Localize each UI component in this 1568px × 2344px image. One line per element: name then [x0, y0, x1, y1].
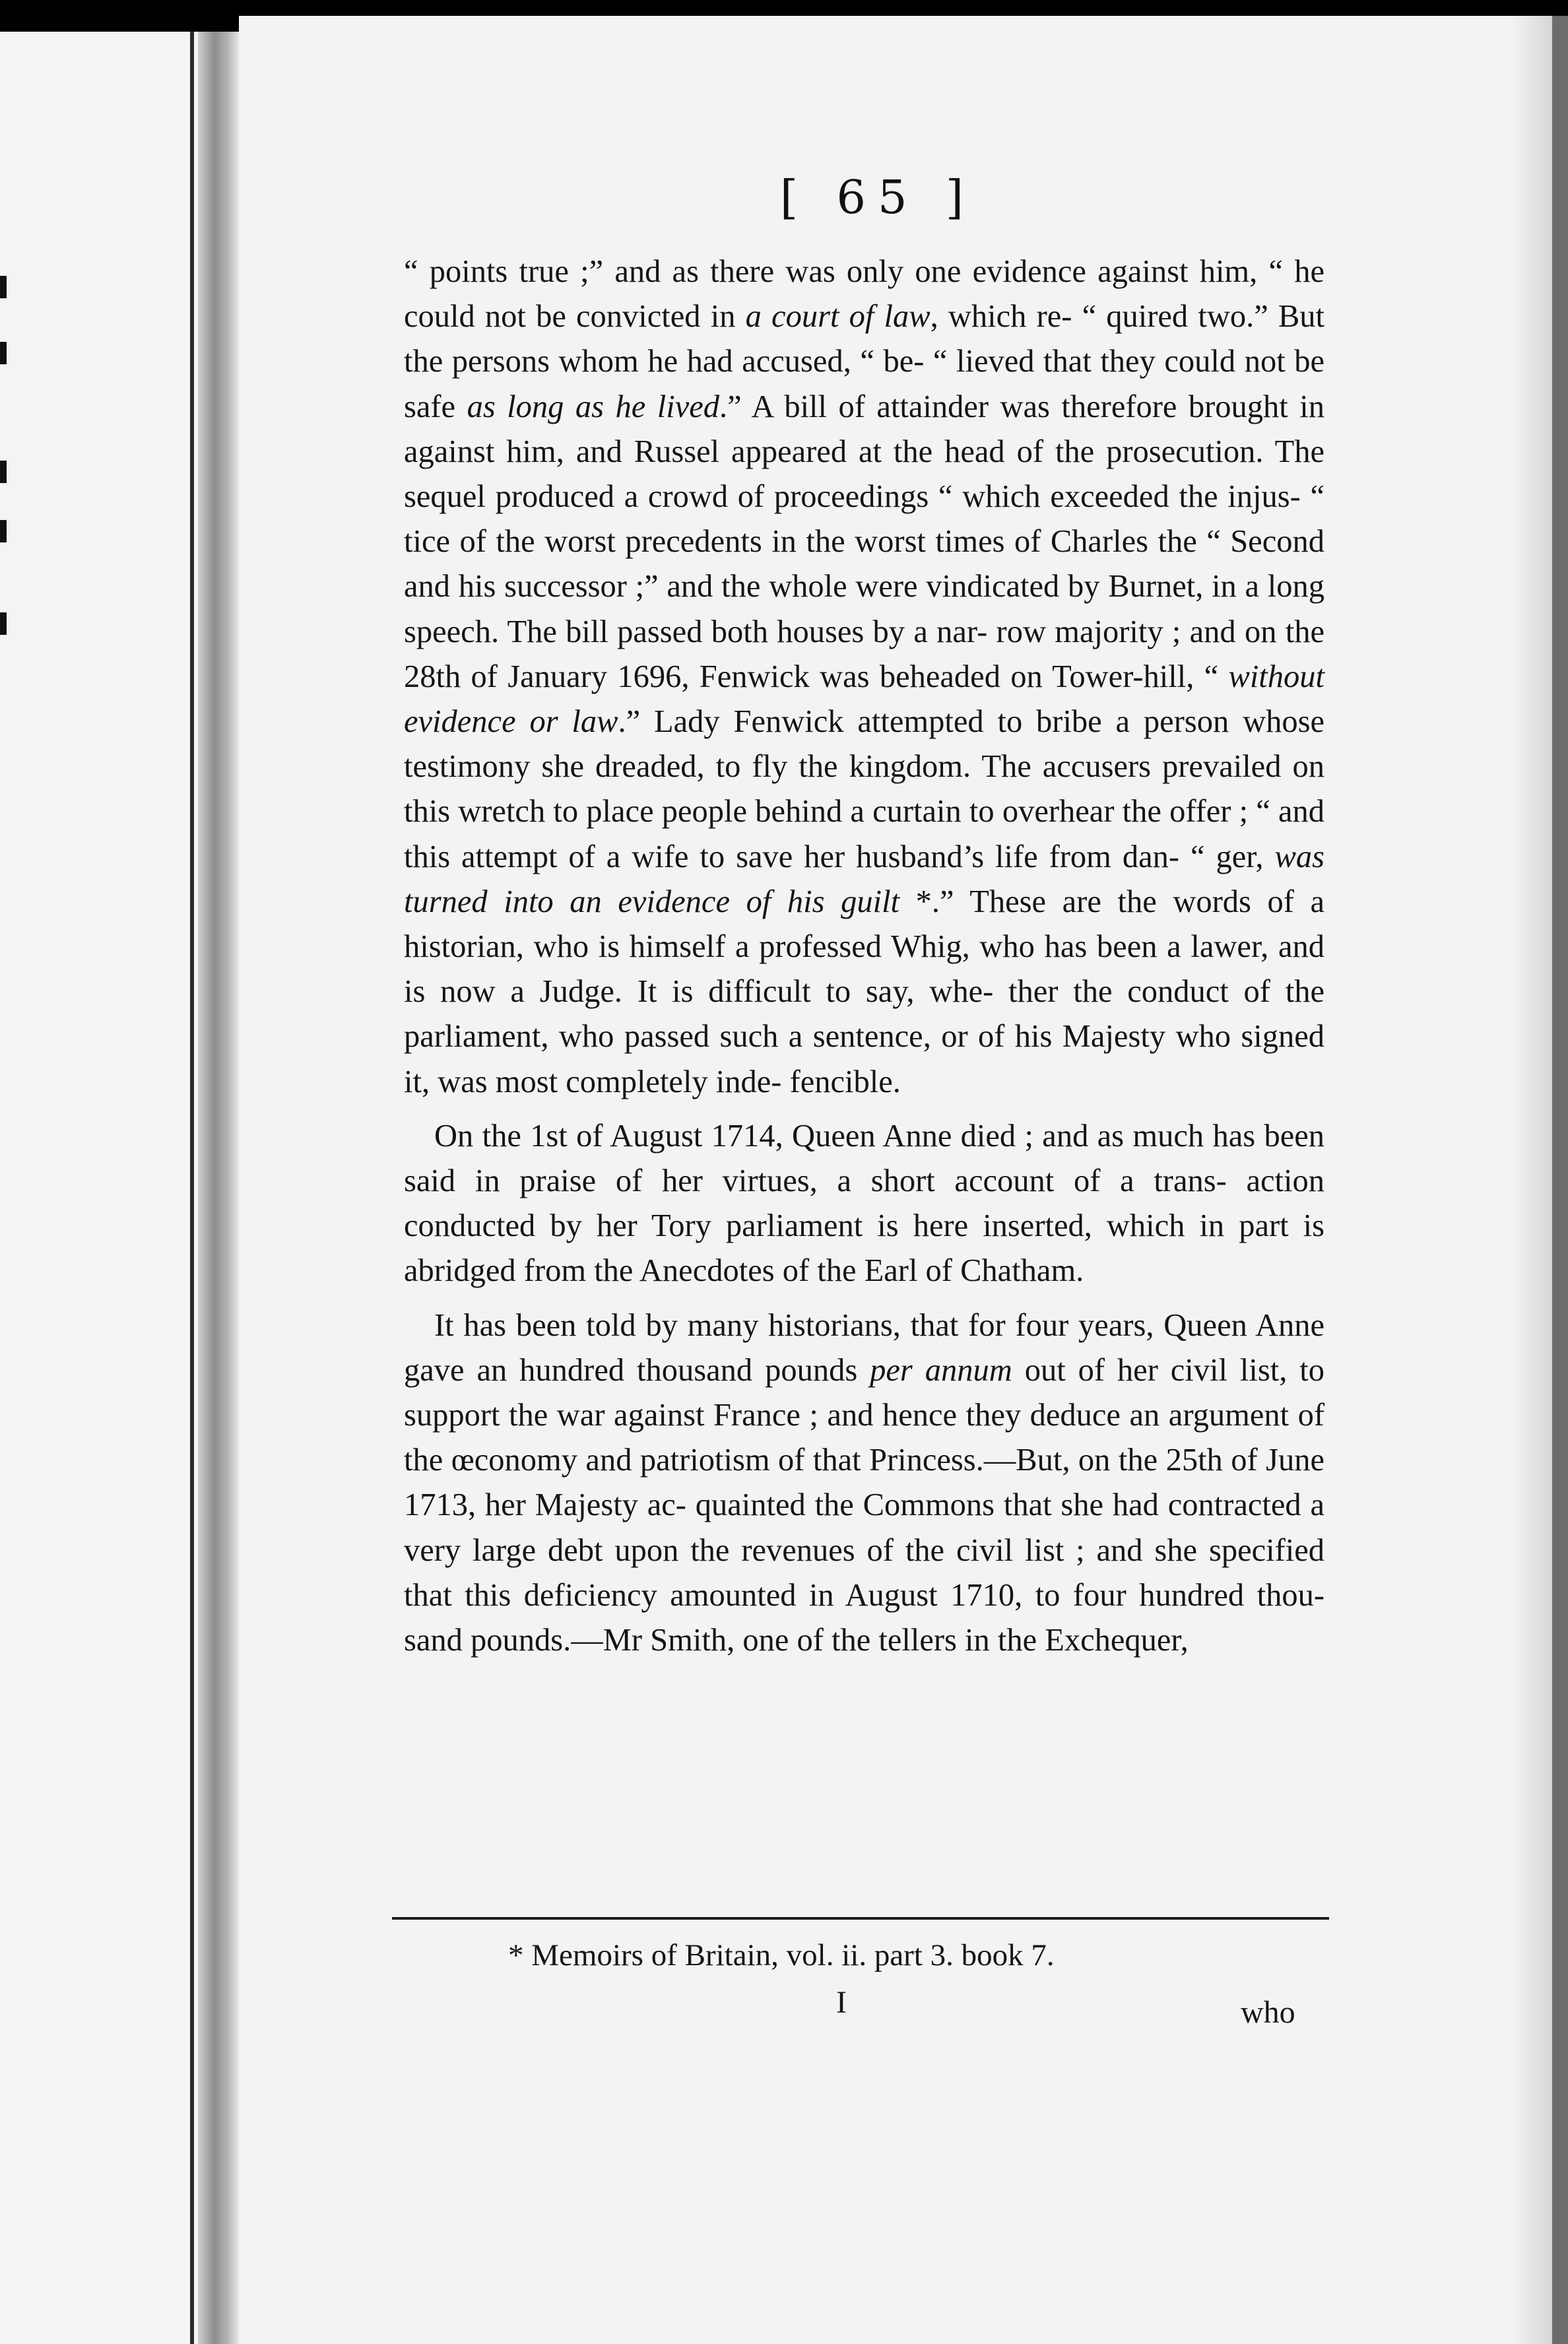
main-text-block: [404, 249, 1324, 1663]
text-fragment-mark: [0, 276, 7, 298]
signature-mark: I: [836, 1985, 847, 2020]
page-number: [ 65 ]: [779, 170, 976, 224]
text-fragment-mark: [0, 461, 7, 483]
footnote: * Memoirs of Britain, vol. ii. part 3. book 7.: [508, 1938, 1055, 1972]
text-run: .” A bill of attainder was therefore brought in against him, and Russel appeared at the head of the prosecution. The sequel produced a crowd of proceedings “ which exceeded the injus- “ tice of the worst precedents in the worst times of Charles the “ Second and his successor ;” and the whole were vindicated by Burnet, in a long speech. The bill passed both houses by a nar- row majority ; and on the 28th of January 1696, Fenwick was beheaded on Tower-hill, “: [404, 389, 1324, 694]
text-run: out of her civil list, to support the war against France ; and hence they deduce an argument of the œconomy and patriotism of that Princess.—But, on the 25th of June 1713, her Majesty ac- quainted the Commons that she had contracted a very large debt upon the revenues of the civil list ; and she specified that this deficiency amounted in August 1710, to four hundred thou- sand pounds.—Mr Smith, one of the tellers in the Exchequer,: [404, 1352, 1324, 1658]
paragraph: [404, 1303, 1324, 1664]
italic-text: without evidence or law: [404, 659, 1324, 740]
footnote-rule: [392, 1917, 1329, 1920]
text-run: , which re- “ quired two.” But the persons whom he had accused, “ be- “ lieved that they could not be safe: [404, 299, 1324, 424]
book-gutter: [198, 32, 239, 2344]
italic-text: a court of law: [745, 299, 931, 335]
text-run: It has been told by many historians, that for four years, Queen Anne gave an hundred thousand pounds: [404, 1307, 1324, 1388]
text-fragment-mark: [0, 520, 7, 542]
catchword: who: [1241, 1995, 1295, 2030]
page-fore-edge: [1552, 16, 1568, 2344]
text-fragment-mark: [0, 342, 7, 364]
previous-page-edge: [0, 32, 198, 2344]
text-run: *.” These are the words of a historian, who is himself a professed Whig, who has been a lawer, and is now a Judge. It is difficult to say, whe- ther the conduct of the parliament, who passed such a sentence, or of his Majesty who signed it, was most completely inde- fencible.: [404, 884, 1324, 1099]
italic-text: was turned into an evidence of his guilt: [404, 839, 1324, 919]
paragraph: [404, 1114, 1324, 1294]
italic-text: per annum: [870, 1352, 1012, 1388]
text-fragment-mark: [0, 612, 7, 635]
page-edge-shading: [1513, 16, 1552, 2344]
binding-shadow-line: [190, 32, 194, 2344]
text-run: On the 1st of August 1714, Queen Anne died ; and as much has been said in praise of her virtues, a short account of a trans- action conducted by her Tory parliament is here inserted, which in part is abridged from the Anecdotes of the Earl of Chatham.: [404, 1118, 1324, 1289]
text-run: .” Lady Fenwick attempted to bribe a person whose testimony she dreaded, to fly the kingdom. The accusers prevailed on this wretch to place people behind a curtain to overhear the offer ; “ and this attempt of a wife to save her husband’s life from dan- “ ger,: [404, 704, 1324, 874]
italic-text: as long as he lived: [467, 389, 720, 424]
paragraph: [404, 249, 1324, 1105]
text-run: “ points true ;” and as there was only one evidence against him, “ he could not be convicted in: [404, 254, 1324, 335]
